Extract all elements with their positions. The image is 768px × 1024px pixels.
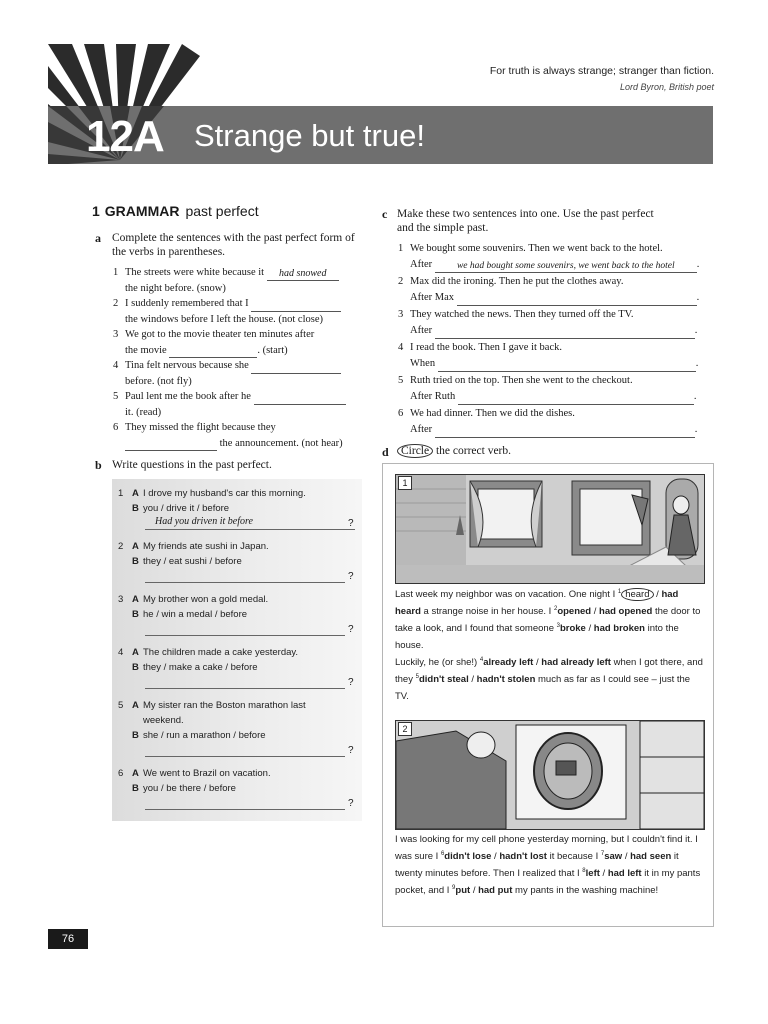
gap-number: 2 — [553, 605, 558, 612]
verb-option[interactable]: put — [455, 885, 471, 896]
part-a-item-2 — [113, 296, 365, 327]
verb-option[interactable]: broke — [559, 623, 586, 634]
item-text: Max did the ironing. Then he put the clothes away. — [410, 276, 624, 287]
item-text: The streets were white because it — [125, 267, 265, 278]
part-c-instruction — [397, 207, 712, 235]
answer-field[interactable] — [457, 293, 697, 306]
picture-number: 1 — [398, 476, 412, 490]
part-b-exercise-box — [112, 479, 362, 821]
gap-number: 3 — [556, 622, 560, 629]
question-mark: ? — [348, 624, 354, 635]
slash: / — [602, 868, 606, 879]
answer-field[interactable] — [169, 345, 257, 358]
instruction-line: and the simple past. — [397, 222, 489, 234]
story-text: the door to take a look, and I found that someone — [395, 606, 701, 634]
gap-number: 8 — [582, 867, 586, 874]
answer-field[interactable] — [254, 392, 346, 405]
part-c-item-5: 5 Ruth tried on the top. Then she went to the checkout. After Ruth . — [410, 373, 710, 405]
answer-line[interactable] — [145, 622, 345, 636]
speaker-a-label: A — [132, 488, 139, 499]
gap-number: 1 — [617, 588, 622, 595]
verb-option[interactable]: had left — [607, 868, 642, 879]
answer-line[interactable] — [145, 796, 345, 810]
speaker-b-prompt: he / win a medal / before — [143, 609, 248, 620]
story-text: a strange noise in her house. I — [423, 606, 552, 617]
verb-option[interactable]: had already left — [541, 657, 611, 668]
question-mark: ? — [348, 798, 354, 809]
item-prompt: When — [410, 358, 436, 369]
item-text: the announcement. (not hear) — [219, 437, 343, 449]
speaker-a-text-cont: weekend. — [143, 715, 184, 726]
story-text: much as far as I could see – just the TV. — [395, 674, 691, 702]
item-number: 6 — [118, 768, 124, 779]
section-title: GRAMMAR — [104, 203, 180, 219]
item-prompt: After — [410, 325, 433, 336]
item-text: They missed the flight because they — [125, 422, 276, 433]
verb-option[interactable]: left — [585, 868, 600, 879]
part-c-item-2: 2 Max did the ironing. Then he put the clothes away. After Max . — [410, 274, 710, 306]
slash: / — [593, 606, 597, 617]
answer-field[interactable] — [435, 326, 695, 339]
item-text: before. (not fly) — [125, 375, 192, 387]
epigraph-author: Lord Byron, British poet — [619, 82, 714, 92]
part-a-item-5 — [113, 389, 365, 420]
item-number: 4 — [118, 647, 124, 658]
story-1-text — [395, 586, 705, 705]
speaker-b-prompt: you / drive it / before — [143, 503, 230, 514]
part-b-item-3 — [118, 592, 357, 622]
item-text: the night before. (snow) — [125, 282, 226, 294]
item-number: 6 — [113, 422, 119, 433]
item-number: 2 — [118, 541, 124, 552]
item-number: 2 — [398, 276, 404, 287]
answer-line[interactable] — [145, 569, 345, 583]
item-prompt: After — [410, 259, 433, 270]
slash: / — [494, 851, 497, 862]
item-number: 1 — [118, 488, 124, 499]
verb-option[interactable]: didn't steal — [418, 674, 469, 685]
speaker-a-text: My friends ate sushi in Japan. — [143, 541, 269, 552]
verb-option[interactable]: already left — [483, 657, 534, 668]
section-number: 1 — [92, 203, 100, 219]
verb-option[interactable]: saw — [604, 851, 623, 862]
item-text: Ruth tried on the top. Then she went to the checkout. — [410, 375, 633, 386]
part-b-item-4 — [118, 645, 357, 675]
instruction-line: Make these two sentences into one. Use the past perfect — [397, 208, 654, 220]
item-text: the windows before I left the house. (not close) — [125, 313, 323, 325]
verb-option[interactable]: had put — [478, 885, 513, 896]
question-mark: ? — [348, 745, 354, 756]
speaker-a-label: A — [132, 541, 139, 552]
slash: / — [536, 657, 539, 668]
item-text: We got to the movie theater ten minutes after — [125, 329, 315, 340]
speaker-a-text: My brother won a gold medal. — [143, 594, 269, 605]
illustration-1 — [395, 474, 705, 584]
speaker-a-label: A — [132, 647, 139, 658]
speaker-b-label: B — [132, 783, 139, 794]
item-number: 5 — [398, 375, 404, 386]
item-prompt: After Ruth — [410, 391, 456, 402]
answer-field[interactable] — [125, 438, 217, 451]
section-topic: past perfect — [185, 203, 259, 219]
unit-number: 12A — [86, 112, 164, 161]
page-number: 76 — [48, 929, 88, 949]
item-text: They watched the news. Then they turned off the TV. — [410, 309, 634, 320]
slash: / — [471, 674, 474, 685]
speaker-b-prompt: they / make a cake / before — [143, 662, 258, 673]
item-text: I read the book. Then I gave it back. — [410, 342, 562, 353]
question-mark: ? — [348, 518, 354, 529]
part-c-item-6: 6 We had dinner. Then we did the dishes. After . — [410, 406, 710, 438]
item-number: 4 — [113, 360, 119, 371]
item-text: Paul lent me the book after he — [125, 391, 251, 402]
verb-option[interactable]: had broken — [593, 623, 645, 634]
verb-option[interactable]: had seen — [630, 851, 672, 862]
section-heading — [92, 203, 259, 219]
item-number: 3 — [113, 329, 119, 340]
speaker-a-text: My sister ran the Boston marathon last — [143, 700, 306, 711]
item-text: We had dinner. Then we did the dishes. — [410, 408, 575, 419]
answer-field[interactable]: we had bought some souvenirs, we went back to the hotel — [435, 260, 697, 273]
part-c-item-1: 1 We bought some souvenirs. Then we went back to the hotel. After we had bought some souvenirs, we went back to the hotel . — [398, 243, 700, 271]
epigraph-quote: For truth is always strange; stranger than fiction. — [489, 65, 714, 77]
gap-number: 7 — [600, 850, 605, 857]
story-text: when I got there, and they — [395, 657, 703, 685]
item-text: it. (read) — [125, 406, 162, 418]
speaker-a-text: The children made a cake yesterday. — [143, 647, 299, 658]
item-number: 6 — [398, 408, 404, 419]
question-mark: ? — [348, 571, 354, 582]
picture-number: 2 — [398, 722, 412, 736]
unit-title: Strange but true! — [194, 118, 425, 153]
circle-word: Circle — [397, 444, 433, 458]
story-text: it twenty minutes before. Then I realized that I — [395, 851, 679, 879]
story-text: Luckily, he (or she!) — [395, 657, 478, 668]
illustration-2 — [395, 720, 705, 830]
answer-line[interactable] — [145, 675, 345, 689]
speaker-b-label: B — [132, 503, 139, 514]
story-text: Last week my neighbor was on vacation. One night I — [395, 589, 616, 600]
story-text: my pants in the washing machine! — [515, 885, 659, 896]
part-a-letter: a — [95, 231, 101, 245]
item-prompt: After — [410, 424, 433, 435]
speaker-a-label: A — [132, 700, 139, 711]
item-number: 3 — [398, 309, 404, 320]
part-b-item-2 — [118, 539, 357, 569]
verb-option[interactable]: hadn't lost — [499, 851, 547, 862]
speaker-b-label: B — [132, 730, 139, 741]
gap-number: 9 — [452, 884, 456, 891]
part-b-letter: b — [95, 458, 102, 472]
item-text: We bought some souvenirs. Then we went back to the hotel. — [410, 243, 663, 254]
speaker-b-label: B — [132, 609, 139, 620]
part-a-item-6 — [113, 420, 365, 451]
answer-field[interactable] — [438, 359, 696, 372]
answer-field[interactable] — [251, 299, 341, 312]
speaker-b-label: B — [132, 556, 139, 567]
part-d-instruction — [397, 444, 697, 458]
question-mark: ? — [348, 677, 354, 688]
gap-number: 5 — [415, 673, 419, 680]
speaker-a-text: We went to Brazil on vacation. — [143, 768, 271, 779]
verb-option[interactable]: didn't lose — [444, 851, 492, 862]
part-c-item-3: 3 They watched the news. Then they turned off the TV. After . — [410, 307, 710, 339]
part-a-instruction: Complete the sentences with the past perfect form of the verbs in parentheses. — [112, 232, 355, 258]
gap-number: 6 — [440, 850, 445, 857]
story-text: into the house. — [395, 623, 679, 651]
slash: / — [588, 623, 592, 634]
story-text: it because I — [549, 851, 599, 862]
item-text: I suddenly remembered that I — [125, 298, 249, 309]
item-prompt: After Max — [410, 292, 455, 303]
part-a-item-1 — [113, 265, 365, 296]
answer-field[interactable] — [251, 361, 341, 374]
instruction-text: the correct verb. — [435, 445, 512, 457]
speaker-b-label: B — [132, 662, 139, 673]
part-c-letter: c — [382, 207, 388, 221]
part-a-item-3 — [113, 327, 365, 358]
speaker-b-prompt: you / be there / before — [143, 783, 236, 794]
item-number: 2 — [113, 298, 119, 309]
answer-line[interactable]: Had you driven it before — [145, 516, 355, 530]
story-2-text — [395, 831, 705, 899]
item-number: 4 — [398, 342, 404, 353]
part-a-item-4 — [113, 358, 365, 389]
part-c-item-4: 4 I read the book. Then I gave it back. When . — [410, 340, 710, 372]
item-number: 1 — [113, 267, 119, 278]
item-number: 1 — [398, 243, 404, 254]
verb-option[interactable]: had opened — [599, 606, 653, 617]
answer-field[interactable]: had snowed — [267, 268, 339, 281]
washing-machine-illustration — [396, 721, 704, 829]
verb-option[interactable]: hadn't stolen — [476, 674, 536, 685]
speaker-b-prompt: they / eat sushi / before — [143, 556, 242, 567]
answer-field[interactable] — [435, 425, 695, 438]
speaker-a-label: A — [132, 594, 139, 605]
answer-field[interactable] — [458, 392, 694, 405]
part-b-instruction: Write questions in the past perfect. — [112, 459, 272, 471]
item-number: 5 — [118, 700, 124, 711]
item-text: Tina felt nervous because she — [125, 360, 249, 371]
part-b-item-1 — [118, 486, 357, 516]
verb-option[interactable]: had heard — [395, 589, 679, 617]
part-d-story-box — [382, 463, 714, 927]
part-d-letter: d — [382, 445, 389, 459]
speaker-a-label: A — [132, 768, 139, 779]
verb-option-selected[interactable]: heard — [621, 588, 653, 601]
story-text: I was looking for my cell phone yesterday morning, but I couldn't find it. I was sure I — [395, 834, 698, 862]
verb-option[interactable]: opened — [557, 606, 592, 617]
slash: / — [472, 885, 476, 896]
slash: / — [656, 589, 659, 600]
gap-number: 4 — [479, 656, 484, 663]
slash: / — [624, 851, 628, 862]
burglary-scene-illustration — [396, 475, 704, 583]
part-b-item-5 — [118, 698, 357, 743]
item-number: 5 — [113, 391, 119, 402]
answer-line[interactable] — [145, 743, 345, 757]
item-text: . (start) — [257, 344, 288, 356]
speaker-a-text: I drove my husband's car this morning. — [143, 488, 306, 499]
story-text: it in my pants pocket, and I — [395, 868, 701, 896]
item-number: 3 — [118, 594, 124, 605]
speaker-b-prompt: she / run a marathon / before — [143, 730, 266, 741]
item-text: the movie — [125, 344, 167, 356]
part-b-item-6 — [118, 766, 357, 796]
